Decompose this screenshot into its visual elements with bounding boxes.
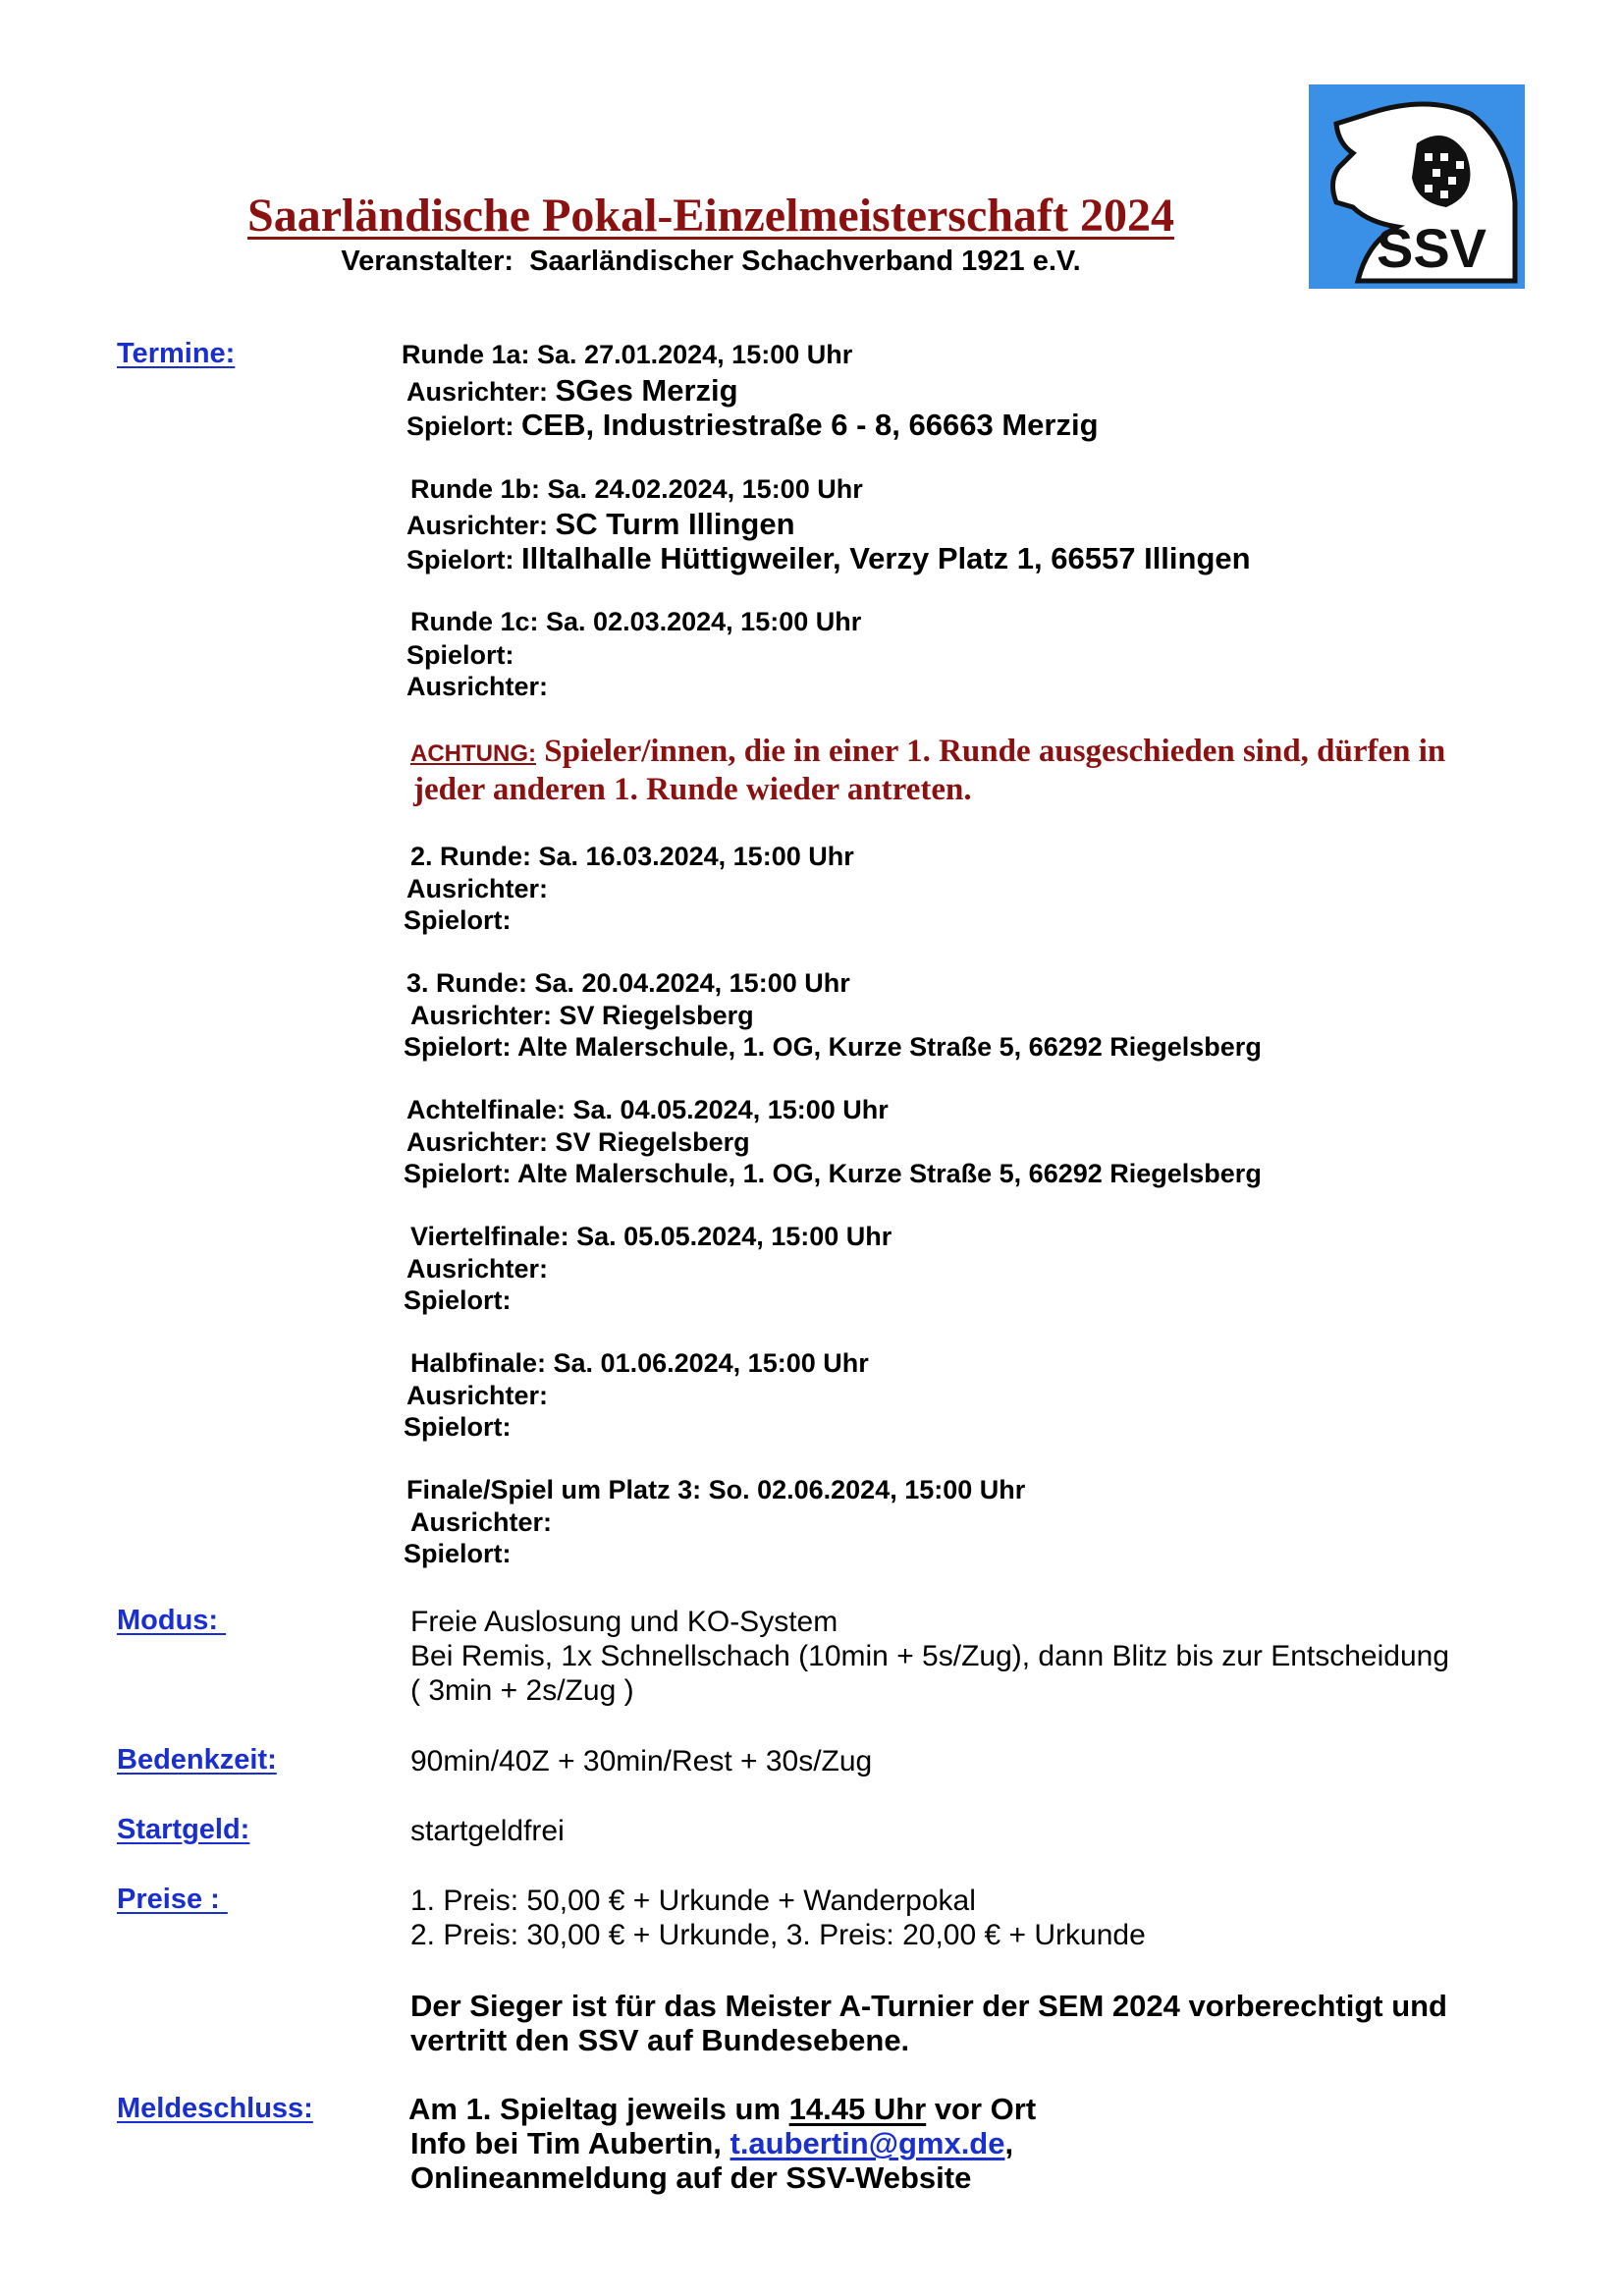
modus-line-1: Freie Auslosung und KO-System bbox=[410, 1606, 838, 1638]
meldeschluss-line-3: Onlineanmeldung auf der SSV-Website bbox=[410, 2160, 972, 2195]
round-1a-title: Runde 1a: Sa. 27.01.2024, 15:00 Uhr bbox=[402, 340, 853, 369]
modus-line-2: Bei Remis, 1x Schnellschach (10min + 5s/Zug), dann Blitz bis zur Entscheidung bbox=[410, 1640, 1450, 1672]
finale-spielort: Spielort: bbox=[404, 1539, 512, 1568]
halbfinale-ausrichter: Ausrichter: bbox=[406, 1381, 549, 1410]
label-modus: Modus: bbox=[117, 1605, 227, 1636]
chess-knight-icon bbox=[1309, 84, 1525, 289]
round-1b-title: Runde 1b: Sa. 24.02.2024, 15:00 Uhr bbox=[410, 474, 863, 504]
round-2-ausrichter: Ausrichter: bbox=[406, 874, 549, 903]
halbfinale-title: Halbfinale: Sa. 01.06.2024, 15:00 Uhr bbox=[410, 1348, 869, 1378]
label-bedenkzeit: Bedenkzeit: bbox=[117, 1744, 277, 1776]
achtelfinale-title: Achtelfinale: Sa. 04.05.2024, 15:00 Uhr bbox=[406, 1095, 889, 1124]
preise-line-2: 2. Preis: 30,00 € + Urkunde, 3. Preis: 20,00 € + Urkunde bbox=[410, 1919, 1146, 1951]
meldeschluss-line-1: Am 1. Spieltag jeweils um 14.45 Uhr vor Ort bbox=[408, 2092, 1037, 2126]
achtelfinale-ausrichter: Ausrichter: SV Riegelsberg bbox=[406, 1127, 750, 1157]
startgeld-value: startgeldfrei bbox=[410, 1815, 565, 1847]
round-1c-ausrichter: Ausrichter: bbox=[406, 672, 549, 701]
label-preise: Preise : bbox=[117, 1884, 228, 1915]
round-3-spielort: Spielort: Alte Malerschule, 1. OG, Kurze Straße 5, 66292 Riegelsberg bbox=[404, 1032, 1262, 1062]
achtelfinale-spielort: Spielort: Alte Malerschule, 1. OG, Kurze Straße 5, 66292 Riegelsberg bbox=[404, 1159, 1262, 1188]
viertelfinale-spielort: Spielort: bbox=[404, 1285, 512, 1315]
viertelfinale-title: Viertelfinale: Sa. 05.05.2024, 15:00 Uhr bbox=[410, 1222, 892, 1251]
round-2-spielort: Spielort: bbox=[404, 905, 512, 935]
page-title: Saarländische Pokal-Einzelmeisterschaft 2024 bbox=[247, 190, 1174, 242]
achtung-notice: ACHTUNG: Spieler/innen, die in einer 1. Runde ausgeschieden sind, dürfen in bbox=[410, 734, 1446, 769]
round-1c-title: Runde 1c: Sa. 02.03.2024, 15:00 Uhr bbox=[410, 607, 862, 636]
achtung-notice-line2: jeder anderen 1. Runde wieder antreten. bbox=[413, 772, 972, 807]
viertelfinale-ausrichter: Ausrichter: bbox=[406, 1254, 549, 1284]
label-startgeld: Startgeld: bbox=[117, 1814, 250, 1845]
ssv-logo bbox=[1309, 84, 1525, 289]
round-3-title: 3. Runde: Sa. 20.04.2024, 15:00 Uhr bbox=[406, 968, 850, 998]
sieger-line-1: Der Sieger ist für das Meister A-Turnier der SEM 2024 vorberechtigt und bbox=[410, 1989, 1447, 2023]
meldeschluss-time: 14.45 Uhr bbox=[788, 2092, 927, 2126]
logo-text: SSV bbox=[1376, 217, 1487, 279]
bedenkzeit-value: 90min/40Z + 30min/Rest + 30s/Zug bbox=[410, 1745, 873, 1777]
organizer-line: Veranstalter: Saarländischer Schachverband 1921 e.V. bbox=[341, 246, 1081, 277]
halbfinale-spielort: Spielort: bbox=[404, 1412, 512, 1442]
round-3-ausrichter: Ausrichter: SV Riegelsberg bbox=[410, 1001, 754, 1030]
round-1c-spielort: Spielort: bbox=[406, 640, 514, 670]
round-1b-ausrichter: Ausrichter: SC Turm Illingen bbox=[406, 507, 795, 541]
round-2-title: 2. Runde: Sa. 16.03.2024, 15:00 Uhr bbox=[410, 842, 854, 871]
round-1a-ausrichter: Ausrichter: SGes Merzig bbox=[406, 373, 738, 408]
achtung-tag: ACHTUNG: bbox=[410, 740, 536, 767]
sieger-line-2: vertritt den SSV auf Bundesebene. bbox=[410, 2023, 910, 2057]
meldeschluss-line-2: Info bei Tim Aubertin, t.aubertin@gmx.de, bbox=[410, 2126, 1014, 2160]
finale-ausrichter: Ausrichter: bbox=[410, 1507, 553, 1537]
label-termine: Termine: bbox=[117, 338, 236, 369]
finale-title: Finale/Spiel um Platz 3: So. 02.06.2024, 15:00 Uhr bbox=[406, 1475, 1026, 1504]
round-1a-spielort: Spielort: CEB, Industriestraße 6 - 8, 66663 Merzig bbox=[406, 408, 1099, 442]
email-link[interactable]: t.aubertin@gmx.de bbox=[730, 2126, 1005, 2160]
modus-line-3: ( 3min + 2s/Zug ) bbox=[410, 1674, 634, 1707]
round-1b-spielort: Spielort: Illtalhalle Hüttigweiler, Verzy Platz 1, 66557 Illingen bbox=[406, 541, 1251, 575]
label-meldeschluss: Meldeschluss: bbox=[117, 2093, 313, 2124]
preise-line-1: 1. Preis: 50,00 € + Urkunde + Wanderpokal bbox=[410, 1885, 976, 1917]
